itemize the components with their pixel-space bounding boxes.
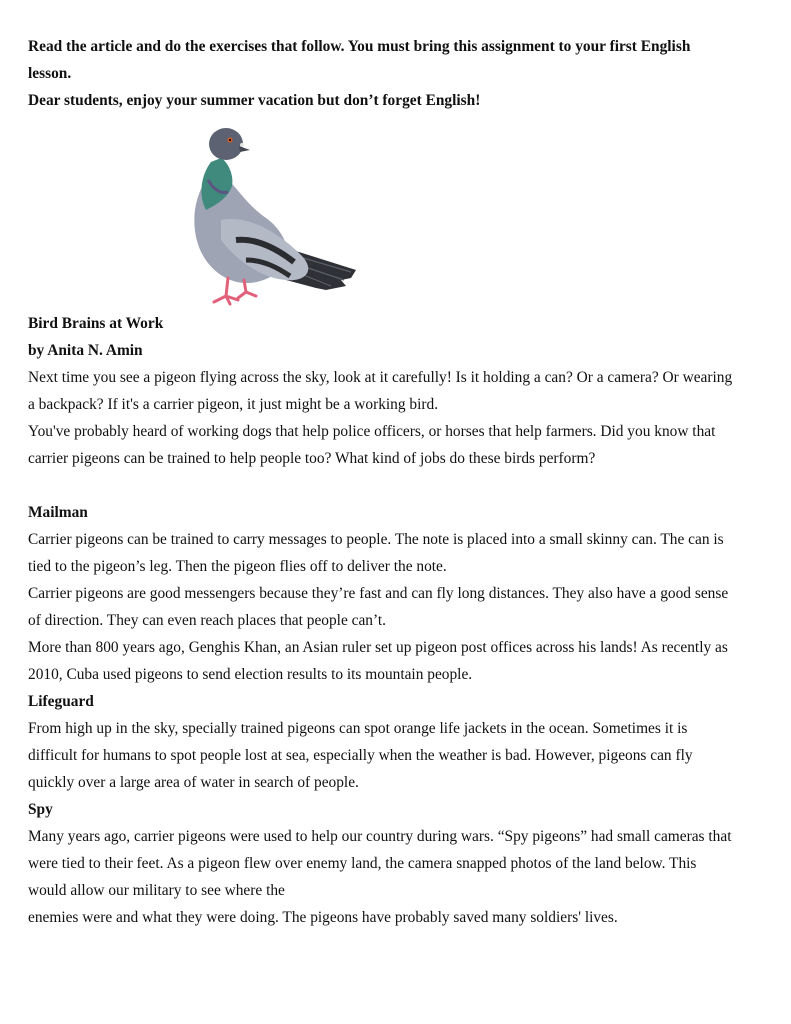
- article-title: Bird Brains at Work: [28, 315, 164, 332]
- document-page: [28, 33, 768, 931]
- text-line: tied to the pigeon’s leg. Then the pigeon flies off to deliver the note.: [28, 558, 447, 575]
- text-line: 2010, Cuba used pigeons to send election results to its mountain people.: [28, 666, 473, 683]
- section-mailman: [28, 499, 768, 688]
- section-lifeguard: [28, 688, 768, 796]
- pigeon-illustration: [166, 120, 366, 310]
- section-spy: [28, 796, 768, 931]
- instruction-line-3: Dear students, enjoy your summer vacation but don’t forget English!: [28, 92, 481, 109]
- section-heading: Mailman: [28, 504, 88, 521]
- article-byline: by Anita N. Amin: [28, 342, 143, 359]
- intro-paragraph-2: [28, 418, 768, 472]
- text-line: carrier pigeons can be trained to help people too? What kind of jobs do these birds perform?: [28, 450, 596, 467]
- text-line: From high up in the sky, specially trained pigeons can spot orange life jackets in the ocean. Sometimes it is: [28, 720, 688, 737]
- section-heading: Spy: [28, 801, 53, 818]
- text-line: Next time you see a pigeon flying across the sky, look at it carefully! Is it holding a can? Or a camera? Or wearing: [28, 369, 733, 386]
- instruction-line-1: Read the article and do the exercises that follow. You must bring this assignment to your first English: [28, 38, 691, 55]
- text-line: difficult for humans to spot people lost at sea, especially when the weather is bad. However, pigeons can fly: [28, 747, 693, 764]
- section-heading: Lifeguard: [28, 693, 94, 710]
- text-line: More than 800 years ago, Genghis Khan, an Asian ruler set up pigeon post offices across his lands! As recently as: [28, 639, 728, 656]
- text-line: quickly over a large area of water in search of people.: [28, 774, 359, 791]
- pigeon-figure: [28, 114, 768, 310]
- text-line: of direction. They can even reach places that people can’t.: [28, 612, 386, 629]
- text-line: were tied to their feet. As a pigeon flew over enemy land, the camera snapped photos of the land below. This: [28, 855, 697, 872]
- text-line: a backpack? If it's a carrier pigeon, it just might be a working bird.: [28, 396, 439, 413]
- text-line: enemies were and what they were doing. The pigeons have probably saved many soldiers' lives.: [28, 909, 618, 926]
- instruction-line-2: lesson.: [28, 65, 72, 82]
- intro-paragraph-1: [28, 364, 768, 418]
- blank-line: [28, 472, 768, 499]
- text-line: Carrier pigeons are good messengers because they’re fast and can fly long distances. They also have a good sense: [28, 585, 729, 602]
- text-line: Carrier pigeons can be trained to carry messages to people. The note is placed into a small skinny can. The can is: [28, 531, 724, 548]
- text-line: You've probably heard of working dogs that help police officers, or horses that help farmers. Did you know that: [28, 423, 716, 440]
- text-line: would allow our military to see where the: [28, 882, 285, 899]
- text-line: Many years ago, carrier pigeons were used to help our country during wars. “Spy pigeons” had small cameras that: [28, 828, 732, 845]
